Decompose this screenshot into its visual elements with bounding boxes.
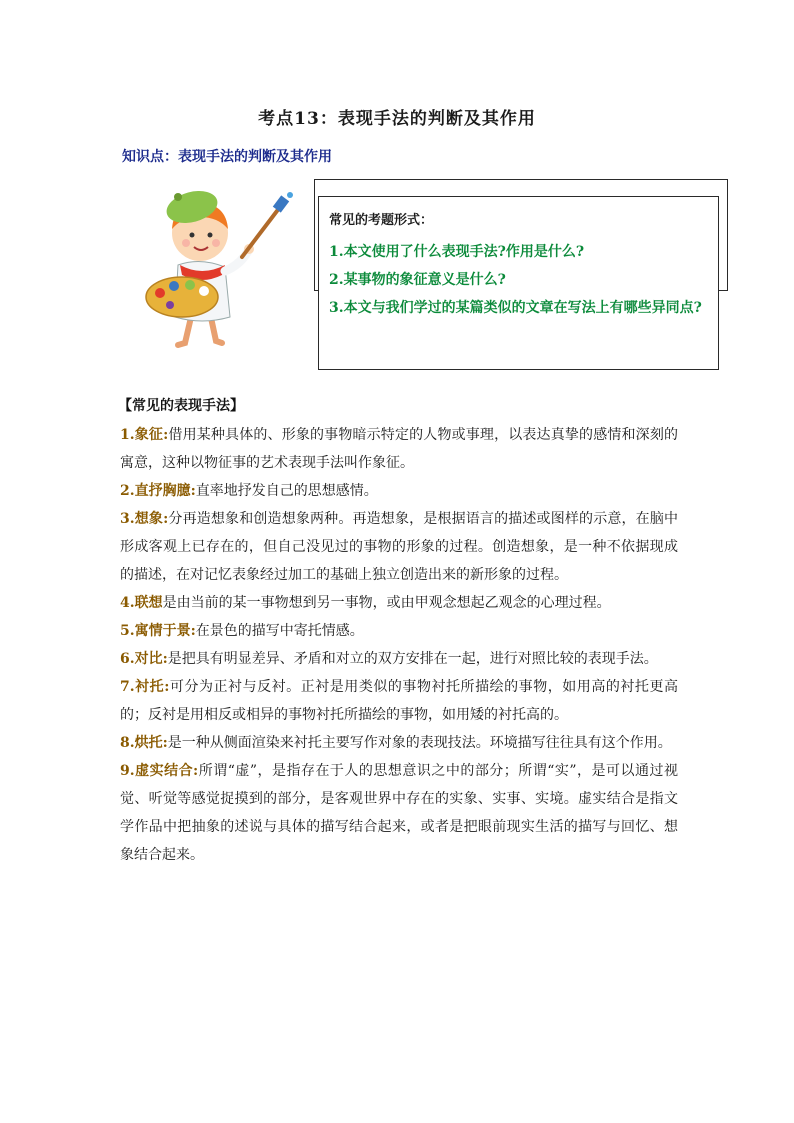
- method-term: 7.衬托:: [120, 679, 170, 695]
- method-item: [120, 673, 678, 729]
- method-description: 是把具有明显差异、矛盾和对立的双方安排在一起，进行对照比较的表现手法。: [167, 651, 658, 667]
- method-item: [120, 589, 678, 617]
- method-term: 6.对比:: [120, 651, 168, 667]
- section-heading: 【常见的表现手法】: [118, 398, 244, 414]
- knowledge-point-heading: 知识点：表现手法的判断及其作用: [122, 149, 332, 165]
- method-description: 是由当前的某一事物想到另一事物，或由甲观念想起乙观念的心理过程。: [162, 595, 611, 611]
- method-item: [120, 421, 678, 477]
- page-title: 考点13：表现手法的判断及其作用: [258, 109, 536, 129]
- method-description: 直率地抒发自己的思想感情。: [195, 483, 378, 499]
- method-item: [120, 505, 678, 589]
- method-description: 在景色的描写中寄托情感。: [195, 623, 364, 639]
- method-term: 8.烘托:: [120, 735, 168, 751]
- method-term: 2.直抒胸臆:: [120, 483, 196, 499]
- question-item: 3.本文与我们学过的某篇类似的文章在写法上有哪些异同点?: [329, 300, 702, 316]
- method-list: [120, 421, 678, 869]
- method-term: 9.虚实结合:: [120, 763, 199, 779]
- method-description: 分再造想象和创造想象两种。再造想象，是根据语言的描述或图样的示意，在脑中形成客观上已存在的，但自己没见过的事物的形象的过程。创造想象，是一种不依据现成的描述，在对记忆表象经过加工的基础上独立创造出来的新形象的过程。: [120, 511, 678, 583]
- method-item: [120, 477, 678, 505]
- question-item: 2.某事物的象征意义是什么?: [329, 272, 506, 288]
- method-description: 借用某种具体的、形象的事物暗示特定的人物或事理，以表达真挚的感情和深刻的寓意，这种以物征事的艺术表现手法叫作象征。: [120, 427, 678, 471]
- method-item: [120, 617, 678, 645]
- method-item: [120, 729, 678, 757]
- method-term: 1.象征:: [120, 427, 169, 443]
- method-description: 是一种从侧面渲染来衬托主要写作对象的表现技法。环境描写往往具有这个作用。: [167, 735, 672, 751]
- question-box-heading: 常见的考题形式：: [329, 213, 434, 228]
- question-box: [318, 196, 719, 370]
- method-term: 5.寓情于景:: [120, 623, 196, 639]
- method-description: 所谓“虚”，是指存在于人的思想意识之中的部分；所谓“实”，是可以通过视觉、听觉等感觉捉摸到的部分，是客观世界中存在的实象、实事、实境。虚实结合是指文学作品中把抽象的述说与具体的描写结合起来，或者是把眼前现实生活的描写与回忆、想象结合起来。: [120, 763, 678, 863]
- method-item: [120, 645, 678, 673]
- method-term: 3.想象:: [120, 511, 169, 527]
- painter-boy-illustration: [130, 185, 300, 360]
- method-item: [120, 757, 678, 869]
- method-term: 4.联想: [120, 595, 163, 611]
- method-description: 可分为正衬与反衬。正衬是用类似的事物衬托所描绘的事物，如用高的衬托更高的；反衬是用相反或相异的事物衬托所描绘的事物，如用矮的衬托高的。: [120, 679, 678, 723]
- question-item: 1.本文使用了什么表现手法?作用是什么?: [329, 244, 585, 260]
